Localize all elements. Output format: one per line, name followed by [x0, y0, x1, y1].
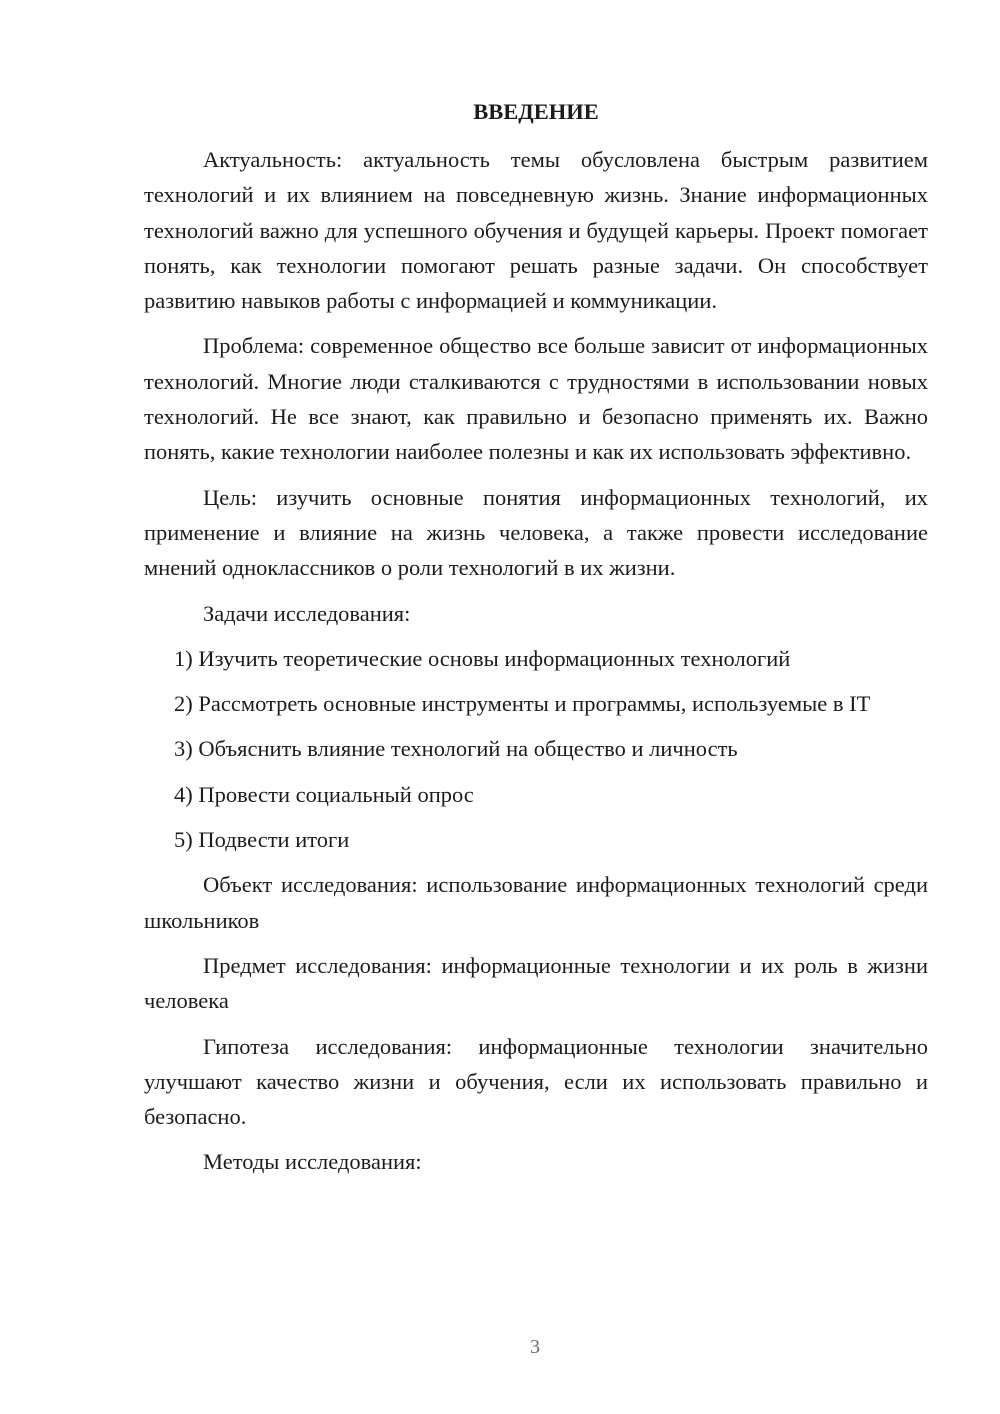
paragraph-problem: Проблема: современное общество все больше зависит от информационных технологий. Многие люди сталкиваются с трудностями в использовании новых технологий. Не все знают, как правильно и безопасно применять их. Важно понять, какие технологии наиболее полезны и как их использовать эффективно.: [144, 333, 928, 465]
body-text: [144, 142, 928, 1190]
paragraph-hypothesis: Гипотеза исследования: информационные технологии значительно улучшают качество жизни и обучения, если их использовать правильно и безопасно.: [144, 1033, 928, 1130]
task-item-4: 4) Провести социальный опрос: [174, 781, 474, 807]
page-number: 3: [530, 1336, 540, 1358]
paragraph-tasks-heading: Задачи исследования:: [203, 600, 411, 626]
task-item-3: 3) Объяснить влияние технологий на общество и личность: [174, 736, 738, 762]
paragraph-methods: Методы исследования:: [203, 1149, 422, 1175]
section-title: ВВЕДЕНИЕ: [473, 99, 599, 124]
paragraph-goal: Цель: изучить основные понятия информационных технологий, их применение и влияние на жизнь человека, а также провести исследование мнений одноклассников о роли технологий в их жизни.: [144, 484, 928, 581]
task-item-5: 5) Подвести итоги: [174, 827, 350, 853]
paragraph-subject: Предмет исследования: информационные технологии и их роль в жизни человека: [144, 952, 928, 1014]
task-item-1: 1) Изучить теоретические основы информационных технологий: [174, 645, 791, 671]
paragraph-relevance: Актуальность: актуальность темы обусловлена быстрым развитием технологий и их влиянием на повседневную жизнь. Знание информационных технологий важно для успешного обучения и будущей карьеры. Проект помогает понять, как технологии помогают решать разные задачи. Он способствует развитию навыков работы с информацией и коммуникации.: [144, 147, 928, 314]
paragraph-object: Объект исследования: использование информационных технологий среди школьников: [144, 872, 928, 933]
task-item-2: 2) Рассмотреть основные инструменты и программы, используемые в IT: [174, 691, 871, 717]
